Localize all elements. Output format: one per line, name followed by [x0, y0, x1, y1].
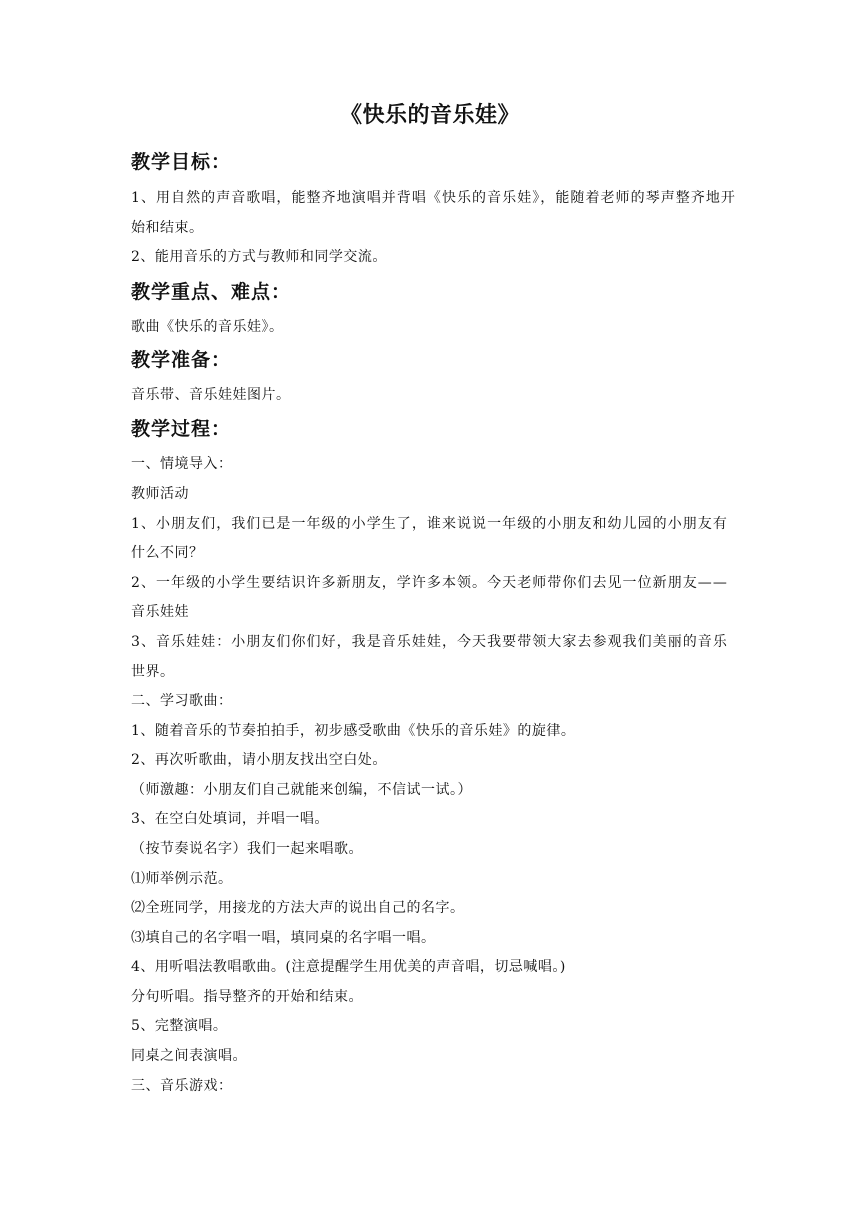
process-line: 4、用听唱法教唱歌曲。(注意提醒学生用优美的声音唱，切忌喊唱。) [131, 959, 566, 975]
process-line: 三、音乐游戏： [131, 1078, 233, 1094]
process-line: 同桌之间表演唱。 [131, 1048, 247, 1064]
objectives-line: 始和结束。 [131, 220, 204, 236]
process-line: 5、完整演唱。 [131, 1018, 228, 1034]
process-line: 分句听唱。指导整齐的开始和结束。 [131, 989, 363, 1005]
process-heading: 教学过程： [131, 418, 232, 440]
document-title: 《快乐的音乐娃》 [339, 103, 520, 128]
process-line: （师激趣：小朋友们自己就能来创编，不信试一试。） [131, 782, 472, 798]
objectives-heading: 教学目标： [131, 151, 232, 173]
process-line: （按节奏说名字）我们一起来唱歌。 [131, 841, 363, 857]
process-line: 3、在空白处填词，并唱一唱。 [131, 811, 329, 827]
preparation-heading: 教学准备： [131, 349, 232, 371]
process-line: 世界。 [131, 664, 175, 680]
process-line: 3、音乐娃娃：小朋友们你们好，我是音乐娃娃，今天我要带领大家去参观我们美丽的音乐 [131, 634, 728, 650]
process-line: 2、再次听歌曲，请小朋友找出空白处。 [131, 752, 387, 768]
process-line: 教师活动 [131, 486, 189, 502]
key-points-heading: 教学重点、难点： [131, 281, 292, 303]
process-line: ⑴师举例示范。 [131, 871, 233, 887]
process-line: 音乐娃娃 [131, 604, 189, 620]
process-line: 1、小朋友们，我们已是一年级的小学生了，谁来说说一年级的小朋友和幼儿园的小朋友有 [131, 516, 728, 532]
process-line: 2、一年级的小学生要结识许多新朋友，学许多本领。今天老师带你们去见一位新朋友—— [131, 575, 728, 591]
process-line: 一、情境导入： [131, 456, 233, 472]
objectives-line: 2、能用音乐的方式与教师和同学交流。 [131, 249, 387, 265]
process-line: ⑶填自己的名字唱一唱，填同桌的名字唱一唱。 [131, 930, 436, 946]
process-line: ⑵全班同学，用接龙的方法大声的说出自己的名字。 [131, 900, 465, 916]
process-line: 1、随着音乐的节奏拍拍手，初步感受歌曲《快乐的音乐娃》的旋律。 [131, 723, 576, 739]
process-line: 什么不同？ [131, 545, 204, 561]
objectives-line: 1、用自然的声音歌唱，能整齐地演唱并背唱《快乐的音乐娃》，能随着老师的琴声整齐地开 [131, 190, 736, 206]
process-line: 二、学习歌曲： [131, 693, 233, 709]
key-points-line: 歌曲《快乐的音乐娃》。 [131, 319, 284, 335]
preparation-line: 音乐带、音乐娃娃图片。 [131, 387, 291, 403]
